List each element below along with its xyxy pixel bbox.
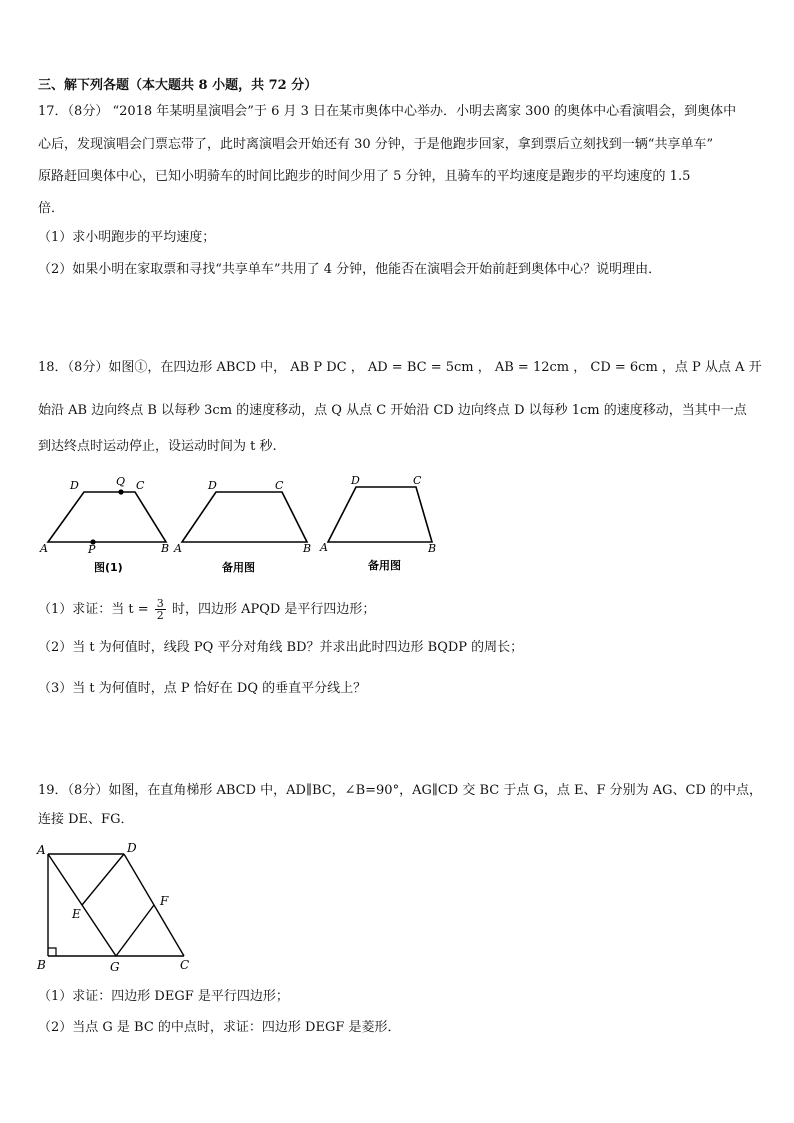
q18-line-1: 18．（8分）如图①，在四边形 ABCD 中， AB P DC ， AD = BC = 5cm ， AB = 12cm ， CD = 6cm ，点 P 从点 A 开 [38,360,762,375]
label-d: D [351,474,360,487]
q18-sub1 [38,598,375,621]
label-d: D [70,479,79,492]
q17-line-3: 原路赶回奥体中心，已知小明骑车的时间比跑步的时间少用了 5 分钟，且骑车的平均速度是跑步的平均速度的 1.5 [38,169,691,184]
caption-figure-3: 备用图 [368,559,401,572]
q19-sub2: （2）当点 G 是 BC 的中点时，求证：四边形 DEGF 是菱形． [38,1020,401,1035]
fraction-denominator: 2 [156,609,164,622]
q17-sub1: （1）求小明跑步的平均速度； [38,230,216,245]
q19-figure [32,838,202,978]
q19-sub1: （1）求证：四边形 DEGF 是平行四边形； [38,989,289,1004]
label-f: F [160,894,169,908]
q18-line-2: 始沿 AB 边向终点 B 以每秒 3cm 的速度移动，点 Q 从点 C 开始沿 CD 边向终点 D 以每秒 1cm 的速度移动，当其中一点 [38,403,747,418]
q18-figure-1 [38,470,178,580]
q18-sub1-post: 时，四边形 APQD 是平行四边形； [171,602,376,617]
label-e: E [72,907,81,921]
label-b: B [303,542,312,555]
label-b: B [428,542,437,555]
fraction-numerator: 3 [156,597,164,610]
label-g: G [110,960,120,974]
q18-figure-3 [318,465,448,580]
label-b: B [161,542,170,555]
q17-line-1: 17．（8分） “2018 年某明星演唱会”于 6 月 3 日在某市奥体中心举办．小明去离家 300 的奥体中心看演唱会，到奥体中 [38,104,737,119]
label-d: D [127,841,137,855]
label-c: C [275,479,284,492]
q17-sub2: （2）如果小明在家取票和寻找“共享单车”共用了 4 分钟，他能否在演唱会开始前赶到奥体中心？说明理由． [38,262,662,277]
q18-sub1-pre: （1）求证：当 t = [38,602,149,617]
caption-figure-2: 备用图 [222,561,255,574]
label-a: A [174,542,182,555]
label-d: D [208,479,217,492]
fraction [155,598,166,621]
q18-line-3: 到达终点时运动停止，设运动时间为 t 秒. [38,439,277,454]
label-p: P [88,543,96,556]
q19-line-2: 连接 DE、FG． [38,812,134,827]
q18-sub2: （2）当 t 为何值时，线段 PQ 平分对角线 BD？并求出此时四边形 BQDP 的周长； [38,640,524,655]
label-a: A [320,541,328,554]
label-c: C [136,479,145,492]
q19-line-1: 19．（8分）如图，在直角梯形 ABCD 中，AD∥BC，∠B=90°，AG∥CD 交 BC 于点 G，点 E、F 分别为 AG、CD 的中点， [38,783,763,798]
q17-line-2: 心后，发现演唱会门票忘带了，此时离演唱会开始还有 30 分钟，于是他跑步回家，拿到票后立刻找到一辆“共享单车” [38,137,714,152]
label-c: C [180,958,190,972]
q18-sub3: （3）当 t 为何值时，点 P 恰好在 DQ 的垂直平分线上？ [38,681,367,696]
label-a: A [37,843,46,857]
q17-line-4: 倍． [38,201,65,216]
caption-figure-1: 图(1) [94,561,123,574]
point-q-marker [118,489,123,494]
q18-figure-2 [170,470,315,580]
label-b: B [37,958,46,972]
label-a: A [40,542,48,555]
section-title: 三、解下列各题（本大题共 8 小题，共 72 分） [38,78,318,93]
label-q: Q [116,475,126,488]
label-c: C [413,474,422,487]
